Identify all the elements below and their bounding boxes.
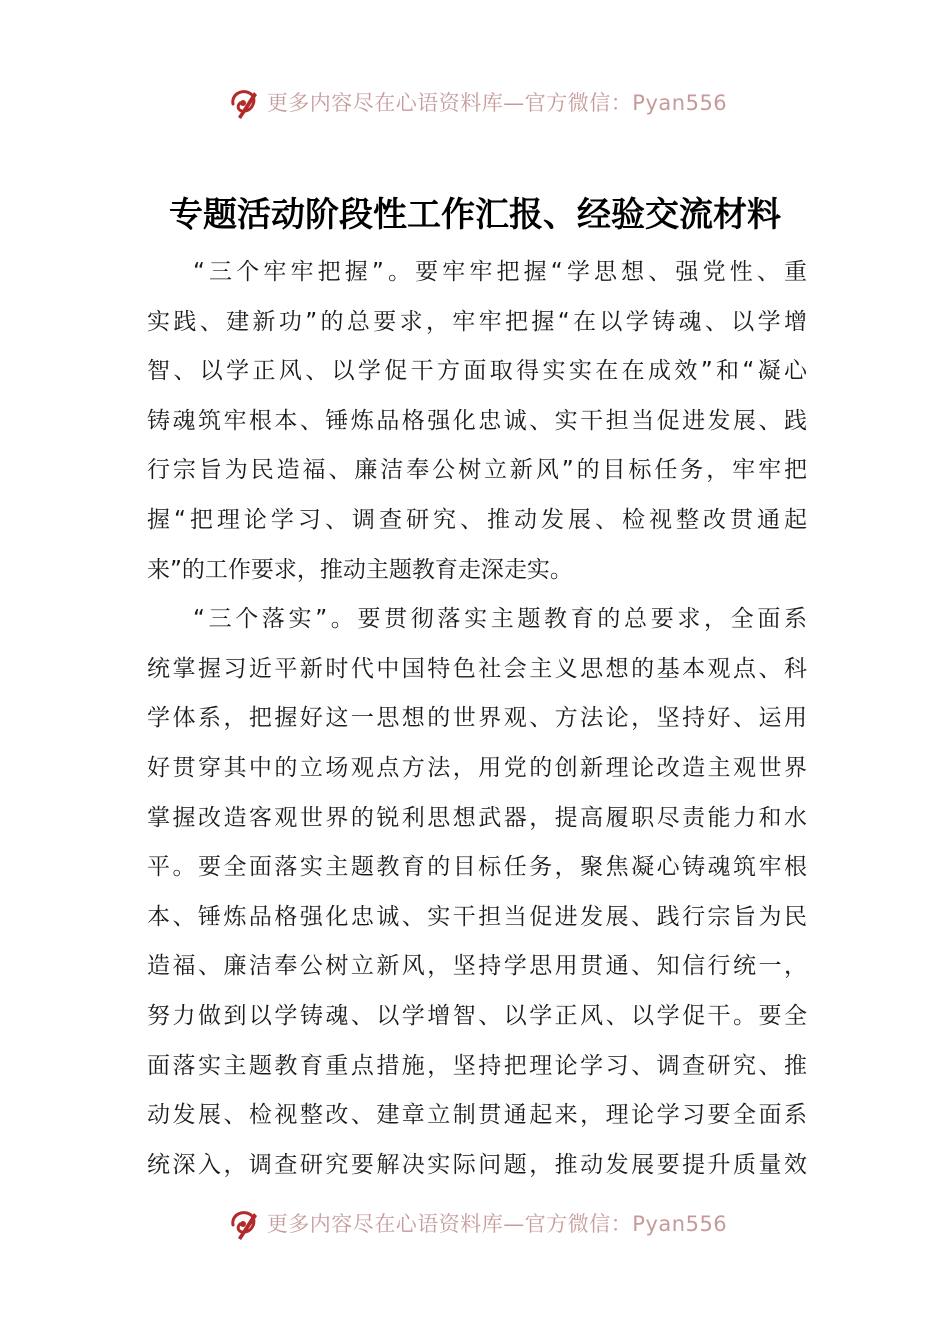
text-line: 行宗旨为民造福、廉洁奉公树立新风”的目标任务，牢牢把	[147, 457, 807, 484]
text-line: 统掌握习近平新时代中国特色社会主义思想的基本观点、科	[147, 655, 807, 682]
text-line: 学体系，把握好这一思想的世界观、方法论，坚持好、运用	[147, 705, 807, 732]
text-line: 动发展、检视整改、建章立制贯通起来，理论学习要全面系	[147, 1102, 807, 1129]
pen-logo-icon	[223, 1203, 263, 1243]
text-line: 掌握改造客观世界的锐利思想武器，提高履职尽责能力和水	[147, 804, 807, 831]
text-line: 统深入，调查研究要解决实际问题，推动发展要提升质量效	[147, 1151, 807, 1178]
text-line: 本、锤炼品格强化忠诚、实干担当促进发展、践行宗旨为民	[147, 903, 807, 930]
text-line: 智、以学正风、以学促干方面取得实实在在成效”和“凝心	[147, 358, 807, 385]
document-title: 专题活动阶段性工作汇报、经验交流材料	[169, 195, 781, 235]
text-line: 平。要全面落实主题教育的目标任务，聚焦凝心铸魂筑牢根	[147, 854, 807, 881]
text-line: 努力做到以学铸魂、以学增智、以学正风、以学促干。要全	[147, 1002, 807, 1029]
document-body	[147, 248, 807, 1190]
text-line: “三个落实”。要贯彻落实主题教育的总要求，全面系	[193, 606, 807, 633]
text-line: 造福、廉洁奉公树立新风，坚持学思用贯通、知信行统一，	[147, 953, 807, 980]
text-line: 好贯穿其中的立场观点方法，用党的创新理论改造主观世界	[147, 754, 807, 781]
header-watermark	[0, 82, 950, 122]
footer-watermark	[0, 1203, 950, 1243]
watermark-text: 更多内容尽在心语资料库—官方微信：Pyan556	[266, 1212, 728, 1236]
text-line: 来”的工作要求，推动主题教育走深走实。	[147, 556, 573, 583]
text-line: 实践、建新功”的总要求，牢牢把握“在以学铸魂、以学增	[147, 308, 807, 335]
text-line: “三个牢牢把握”。要牢牢把握“学思想、强党性、重	[193, 259, 807, 285]
pen-logo-icon	[223, 82, 263, 122]
text-line: 面落实主题教育重点措施，坚持把理论学习、调查研究、推	[147, 1052, 807, 1079]
text-line: 握“把理论学习、调查研究、推动发展、检视整改贯通起	[147, 506, 807, 533]
text-line: 铸魂筑牢根本、锤炼品格强化忠诚、实干担当促进发展、践	[147, 407, 807, 434]
watermark-text: 更多内容尽在心语资料库—官方微信：Pyan556	[266, 91, 728, 115]
